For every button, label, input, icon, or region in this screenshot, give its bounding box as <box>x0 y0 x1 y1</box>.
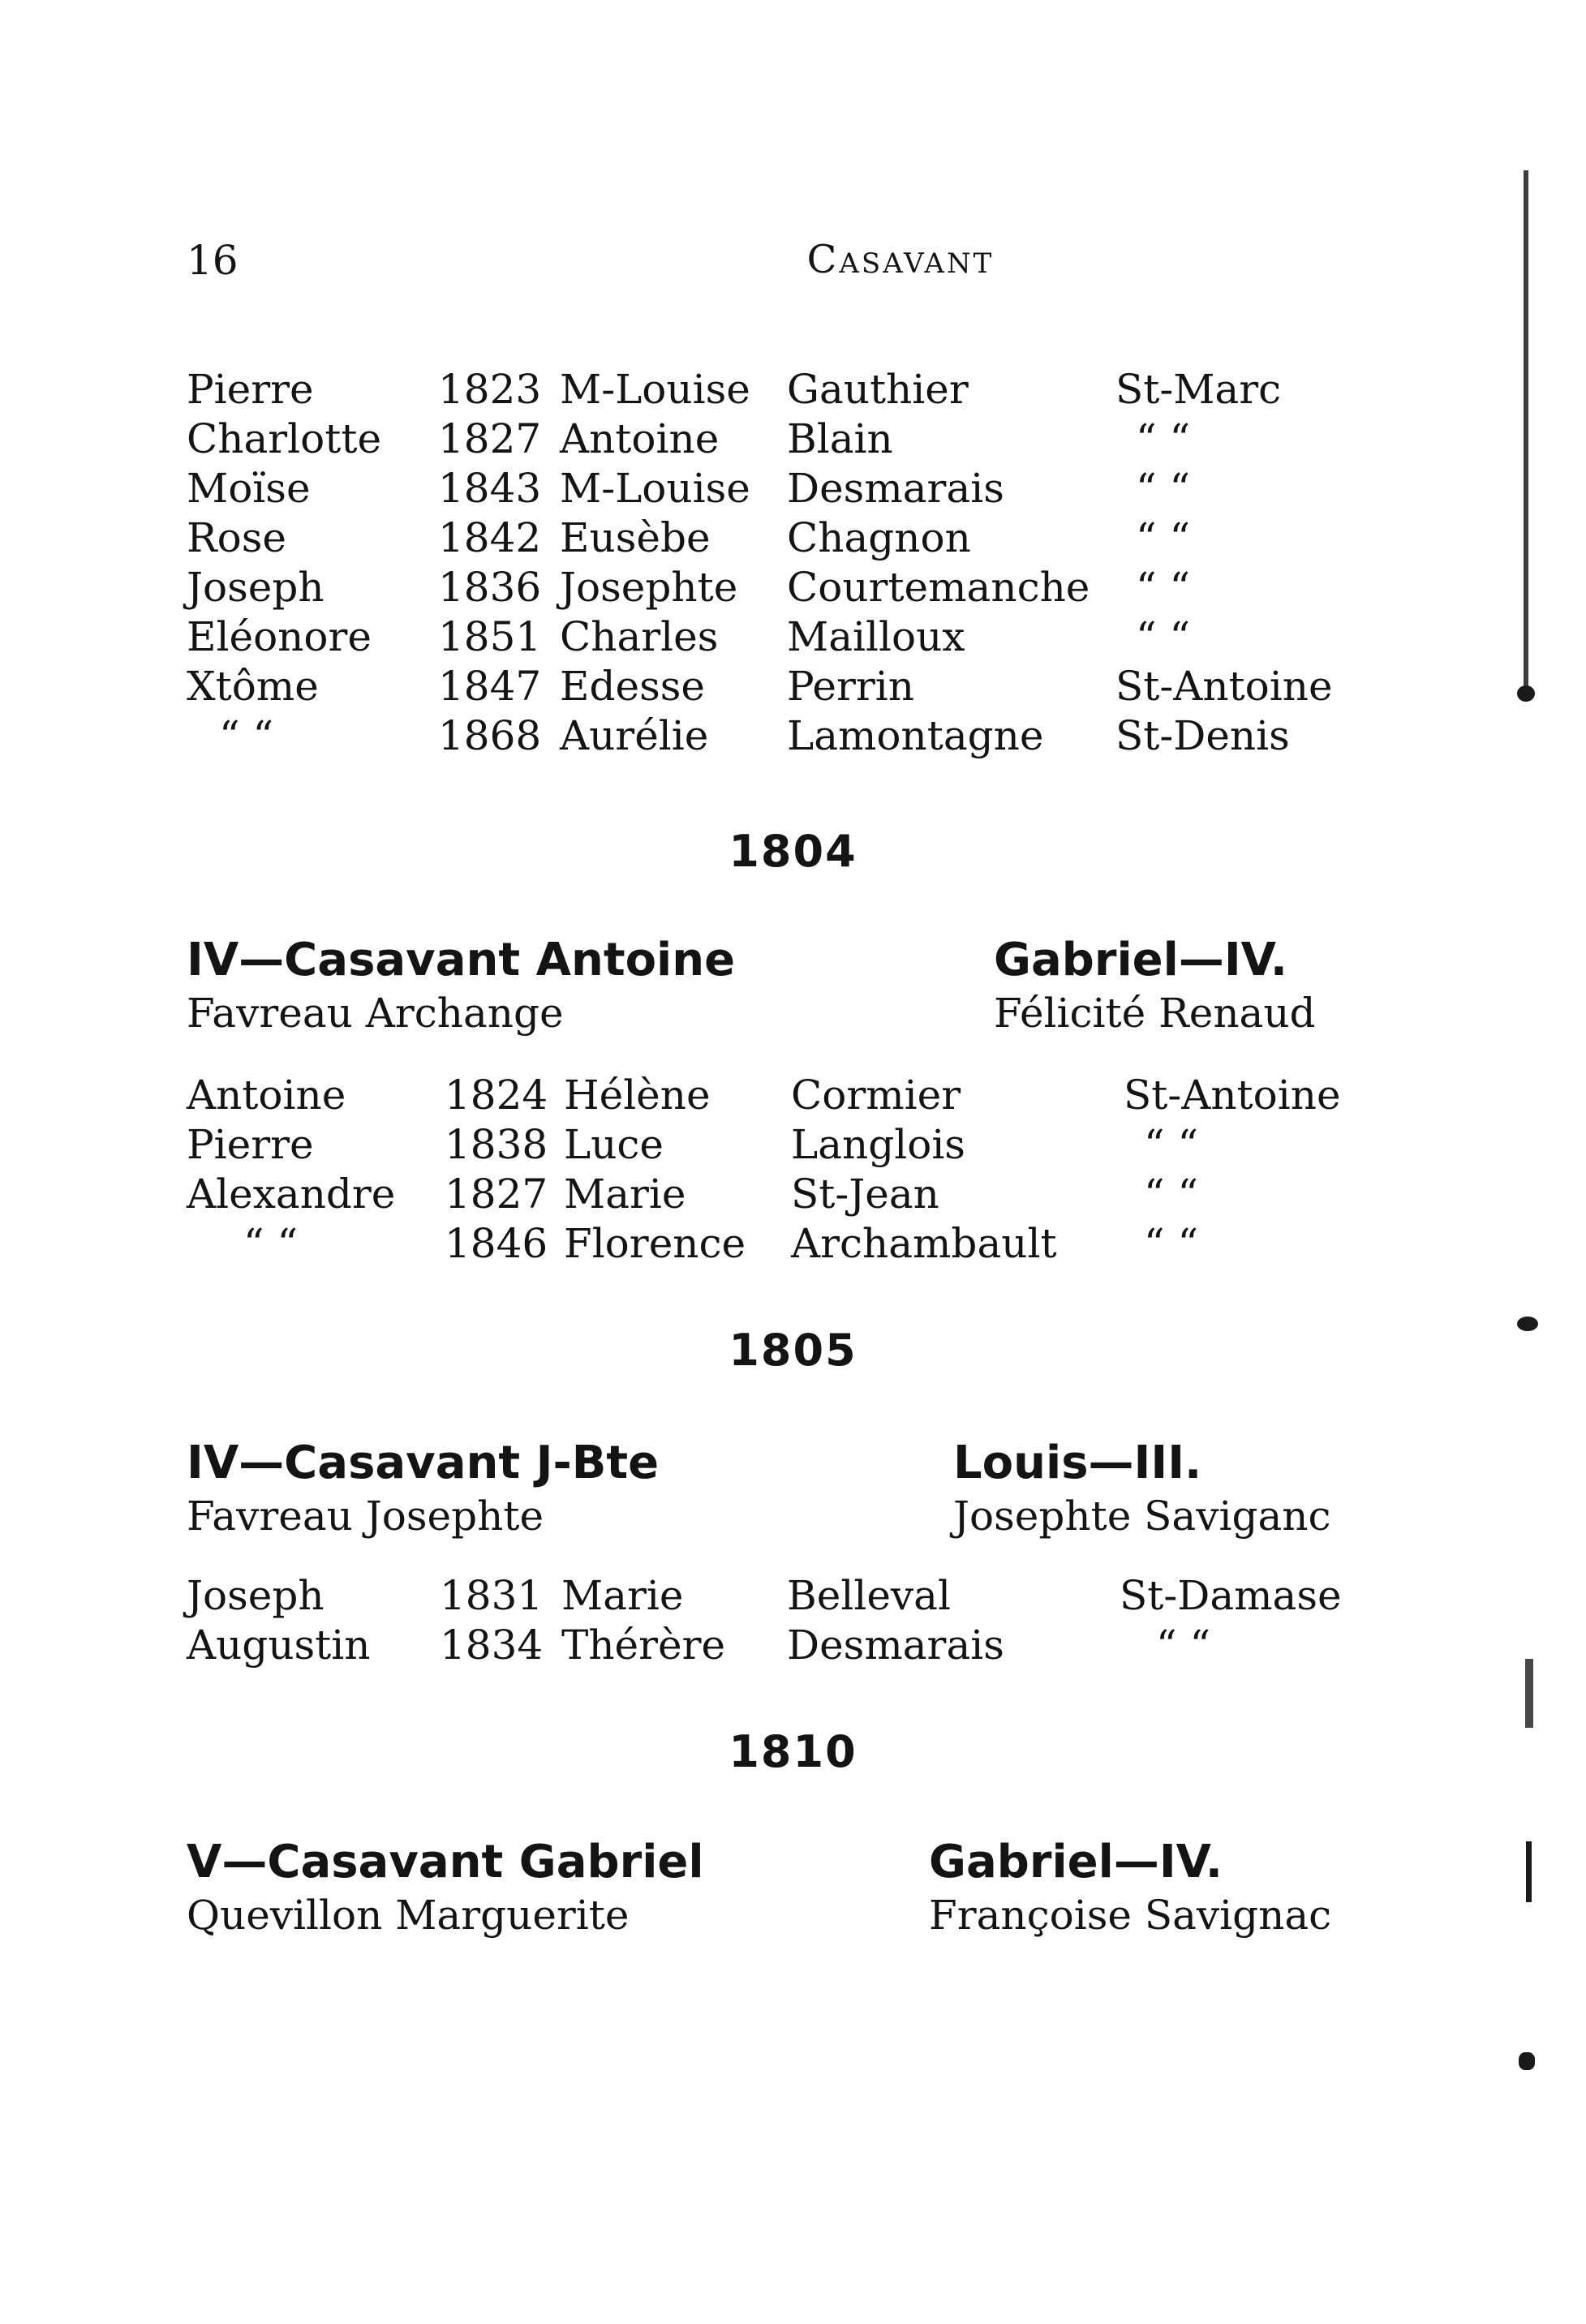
spouse-first-name: Antoine <box>560 415 720 462</box>
child-name: Moïse <box>187 465 311 512</box>
spouse-first-name: Edesse <box>560 663 706 710</box>
binding-edge-mark <box>1517 685 1535 702</box>
parish: St-Denis <box>1115 712 1290 759</box>
spouses-line <box>187 1436 1363 1491</box>
husband-name: V—Casavant Gabriel <box>187 1836 704 1888</box>
parents-line <box>187 988 1363 1038</box>
running-title: Casavant <box>806 237 995 282</box>
marriage-year: 1834 <box>440 1622 544 1669</box>
marriage-year: 1838 <box>445 1121 548 1168</box>
marriage-year: 1842 <box>438 514 542 561</box>
parents-line <box>187 1890 1363 1940</box>
spouse-last-name: Gauthier <box>787 366 969 413</box>
child-name: “ “ <box>219 712 274 759</box>
parish: “ “ <box>1144 1121 1199 1168</box>
parish: “ “ <box>1144 1171 1199 1218</box>
spouse-last-name: Langlois <box>791 1121 965 1168</box>
parish: “ “ <box>1136 465 1191 512</box>
marriage-year: 1868 <box>438 712 542 759</box>
spouse-first-name: M-Louise <box>560 465 750 512</box>
parents-line <box>187 1491 1363 1541</box>
spouse-last-name: Lamontagne <box>787 712 1044 759</box>
child-name: Alexandre <box>187 1171 396 1218</box>
parish: “ “ <box>1136 514 1191 561</box>
parish: “ “ <box>1136 613 1191 660</box>
spouse-last-name: St-Jean <box>791 1171 939 1218</box>
family-header <box>187 1436 1363 1541</box>
parish: “ “ <box>1136 415 1191 462</box>
spouse-last-name: Chagnon <box>787 514 971 561</box>
spouses-line <box>187 933 1363 988</box>
binding-edge-mark <box>1524 170 1528 689</box>
spouse-last-name: Mailloux <box>787 613 965 660</box>
marriage-year: 1836 <box>438 564 542 611</box>
spouse-last-name: Blain <box>787 415 893 462</box>
spouse-first-name: Marie <box>564 1171 686 1218</box>
husband-mother: Quevillon Marguerite <box>187 1892 630 1939</box>
husband-father: Louis—III. <box>953 1437 1202 1489</box>
marriage-year: 1827 <box>438 415 542 462</box>
marriage-year: 1843 <box>438 465 542 512</box>
parish: St-Damase <box>1120 1572 1342 1619</box>
page-number: 16 <box>187 237 239 284</box>
marriage-year: 1827 <box>445 1171 548 1218</box>
spouse-last-name: Belleval <box>787 1572 951 1619</box>
spouse-last-name: Desmarais <box>787 1622 1004 1669</box>
marriage-year: 1851 <box>438 613 542 660</box>
wife-parent: Josephte Saviganc <box>953 1493 1331 1540</box>
spouse-first-name: Marie <box>561 1572 684 1619</box>
spouse-first-name: M-Louise <box>560 366 750 413</box>
spouse-last-name: Desmarais <box>787 465 1004 512</box>
parish: “ “ <box>1144 1220 1199 1267</box>
family-header <box>187 1835 1363 1940</box>
wife-parent: Félicité Renaud <box>994 990 1316 1037</box>
child-name: Antoine <box>187 1072 346 1119</box>
spouse-first-name: Eusèbe <box>560 514 711 561</box>
marriage-year: 1824 <box>445 1072 548 1119</box>
marriage-year: 1831 <box>440 1572 544 1619</box>
binding-edge-mark <box>1526 1841 1532 1902</box>
spouse-last-name: Courtemanche <box>787 564 1090 611</box>
child-name: Pierre <box>187 366 314 413</box>
parish: St-Antoine <box>1124 1072 1341 1119</box>
marriage-year-heading: 1805 <box>729 1325 857 1376</box>
spouse-last-name: Archambault <box>791 1220 1057 1267</box>
page-header <box>187 237 1363 294</box>
spouse-first-name: Florence <box>564 1220 746 1267</box>
child-name: “ “ <box>243 1220 299 1267</box>
spouse-first-name: Thérère <box>561 1622 726 1669</box>
wife-parent: Françoise Savignac <box>929 1892 1332 1939</box>
marriage-year-heading: 1804 <box>729 826 857 877</box>
child-name: Eléonore <box>187 613 372 660</box>
marriage-year-heading: 1810 <box>729 1726 857 1777</box>
husband-mother: Favreau Josephte <box>187 1493 544 1540</box>
parish: St-Marc <box>1115 366 1282 413</box>
child-name: Joseph <box>187 1572 325 1619</box>
binding-edge-mark <box>1519 2052 1535 2070</box>
spouse-first-name: Hélène <box>564 1072 711 1119</box>
spouse-last-name: Perrin <box>787 663 914 710</box>
child-name: Augustin <box>187 1622 371 1669</box>
husband-mother: Favreau Archange <box>187 990 564 1037</box>
binding-edge-mark <box>1517 1317 1538 1331</box>
child-name: Charlotte <box>187 415 382 462</box>
spouse-last-name: Cormier <box>791 1072 961 1119</box>
spouse-first-name: Aurélie <box>560 712 709 759</box>
marriage-year: 1823 <box>438 366 542 413</box>
marriage-year: 1846 <box>445 1220 548 1267</box>
parish: “ “ <box>1136 564 1191 611</box>
husband-name: IV—Casavant Antoine <box>187 934 736 986</box>
spouse-first-name: Josephte <box>560 564 738 611</box>
child-name: Xtôme <box>187 663 319 710</box>
child-name: Rose <box>187 514 286 561</box>
husband-father: Gabriel—IV. <box>929 1836 1223 1888</box>
parish: “ “ <box>1156 1622 1211 1669</box>
spouse-first-name: Charles <box>560 613 719 660</box>
child-name: Joseph <box>187 564 325 611</box>
spouses-line <box>187 1835 1363 1890</box>
husband-father: Gabriel—IV. <box>994 934 1288 986</box>
binding-edge-mark <box>1525 1659 1533 1728</box>
parish: St-Antoine <box>1115 663 1333 710</box>
family-header <box>187 933 1363 1038</box>
spouse-first-name: Luce <box>564 1121 664 1168</box>
husband-name: IV—Casavant J-Bte <box>187 1437 660 1489</box>
child-name: Pierre <box>187 1121 314 1168</box>
marriage-year: 1847 <box>438 663 542 710</box>
